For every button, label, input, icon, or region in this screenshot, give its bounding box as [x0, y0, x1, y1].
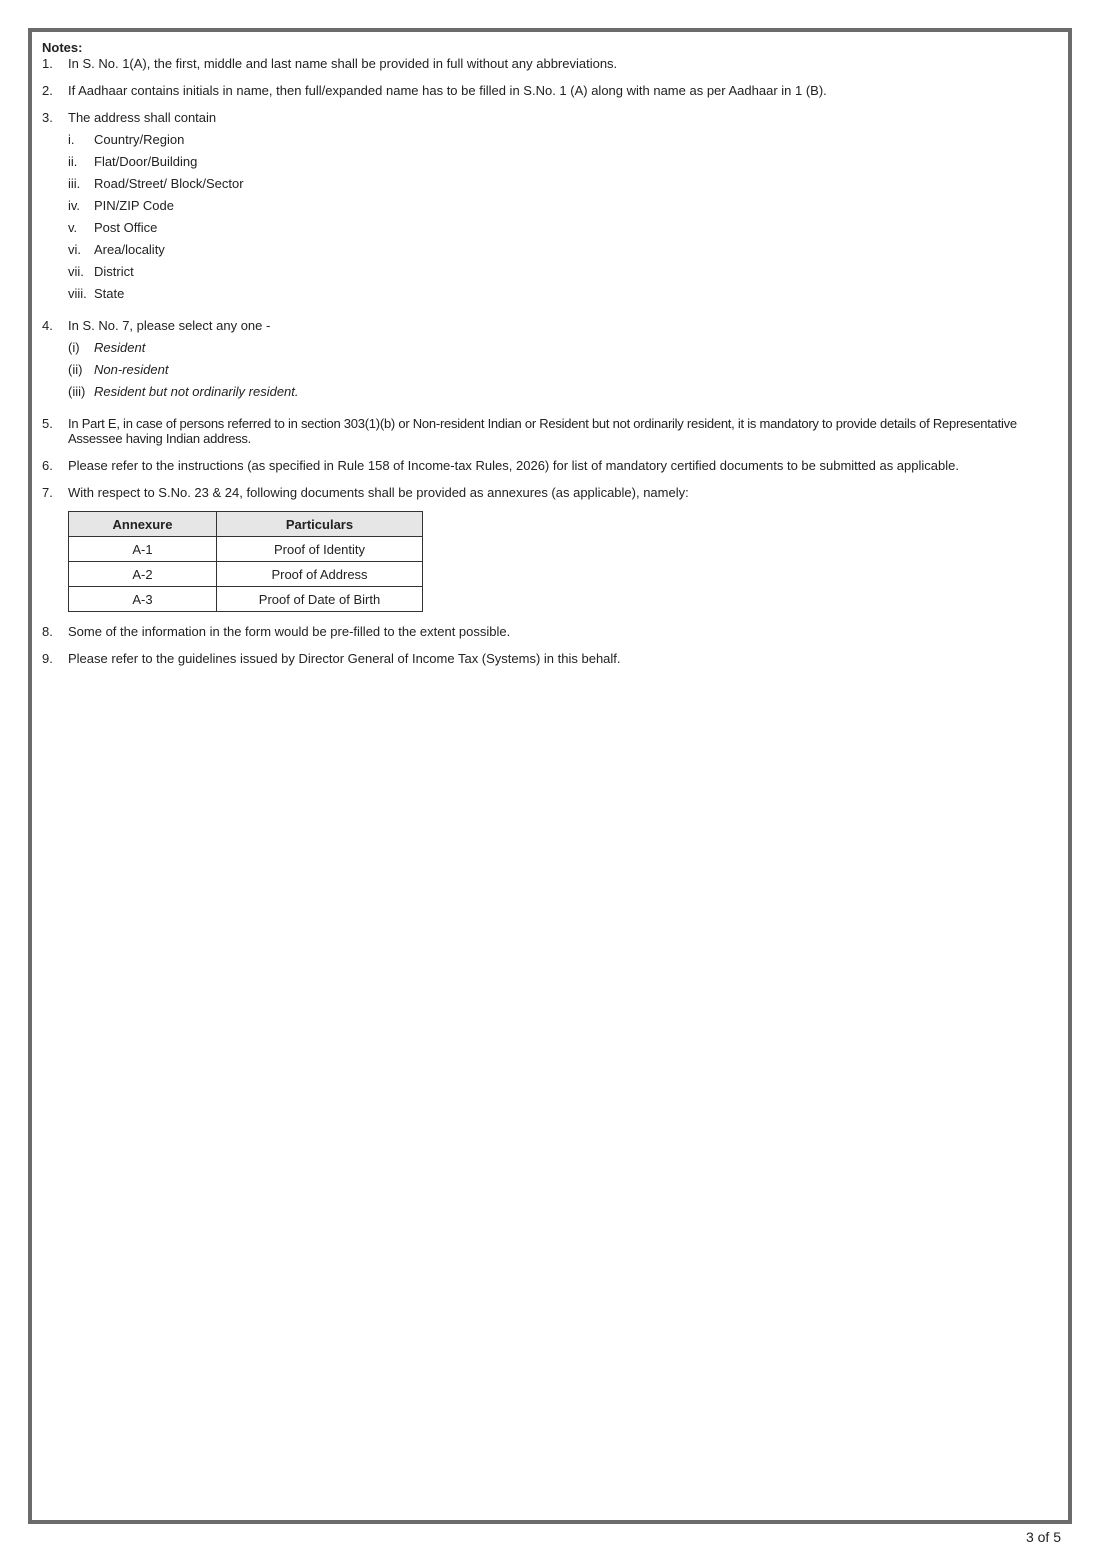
table-row — [69, 587, 423, 612]
sub-text: Flat/Door/Building — [94, 154, 198, 169]
page-number: 3 of 5 — [1025, 1529, 1061, 1545]
note-text: Some of the information in the form would be pre-filled to the extent possible. — [68, 624, 511, 639]
sub-text: District — [94, 264, 134, 279]
sub-number: i. — [68, 132, 75, 147]
sub-number: ii. — [68, 154, 78, 169]
table-row — [69, 537, 423, 562]
residency-option-non-resident — [68, 362, 1058, 377]
sub-number: (iii) — [68, 384, 86, 399]
page-frame — [28, 28, 1072, 1524]
address-item-post-office — [68, 220, 1058, 235]
sub-number: (i) — [68, 340, 80, 355]
note-text: If Aadhaar contains initials in name, then full/expanded name has to be filled in S.No. 1 (A) along with name as per Aadhaar in 1 (B). — [68, 83, 827, 98]
sub-text: Resident — [94, 340, 146, 355]
note-text: With respect to S.No. 23 & 24, following documents shall be provided as annexures (as applicable), namely: — [68, 485, 689, 500]
note-text: In Part E, in case of persons referred to in section 303(1)(b) or Non-resident Indian or Resident but not ordinarily resident, it is mandatory to provide details of Representative Assessee having Indian address. — [68, 416, 1017, 446]
sub-number: iii. — [68, 176, 81, 191]
particulars-cell: Proof of Identity — [217, 537, 423, 562]
note-text: Please refer to the instructions (as specified in Rule 158 of Income-tax Rules, 2026) for list of mandatory certified documents to be submitted as applicable. — [68, 458, 959, 473]
note-number: 2. — [42, 83, 53, 98]
note-number: 1. — [42, 56, 53, 71]
note-number: 8. — [42, 624, 53, 639]
sub-text: Area/locality — [94, 242, 165, 257]
note-3 — [42, 110, 1058, 125]
note-text: The address shall contain — [68, 110, 217, 125]
sub-text: Post Office — [94, 220, 158, 235]
table-row — [69, 562, 423, 587]
column-header-particulars: Particulars — [217, 512, 423, 537]
address-item-pin — [68, 198, 1058, 213]
particulars-cell: Proof of Date of Birth — [217, 587, 423, 612]
note-8 — [42, 624, 1058, 639]
address-item-road — [68, 176, 1058, 191]
sub-number: viii. — [68, 286, 87, 301]
note-1 — [42, 56, 1058, 71]
address-item-country — [68, 132, 1058, 147]
address-item-area — [68, 242, 1058, 257]
sub-number: vi. — [68, 242, 81, 257]
note-number: 5. — [42, 416, 53, 431]
sub-text: Non-resident — [94, 362, 169, 377]
address-item-district — [68, 264, 1058, 279]
note-text: In S. No. 1(A), the first, middle and last name shall be provided in full without any abbreviations. — [68, 56, 618, 71]
sub-text: Road/Street/ Block/Sector — [94, 176, 244, 191]
note-number: 7. — [42, 485, 53, 500]
residency-option-resident — [68, 340, 1058, 355]
annexure-cell: A-3 — [69, 587, 217, 612]
note-4 — [42, 318, 1058, 333]
address-item-state — [68, 286, 1058, 301]
table-header-row — [69, 512, 423, 537]
sub-number: (ii) — [68, 362, 83, 377]
column-header-annexure: Annexure — [69, 512, 217, 537]
particulars-cell: Proof of Address — [217, 562, 423, 587]
note-number: 6. — [42, 458, 53, 473]
sub-text: State — [94, 286, 125, 301]
annexure-cell: A-2 — [69, 562, 217, 587]
sub-number: iv. — [68, 198, 81, 213]
sub-text: Resident but not ordinarily resident. — [94, 384, 299, 399]
note-number: 4. — [42, 318, 53, 333]
note-text: Please refer to the guidelines issued by Director General of Income Tax (Systems) in this behalf. — [68, 651, 621, 666]
annexure-cell: A-1 — [69, 537, 217, 562]
sub-number: vii. — [68, 264, 84, 279]
note-number: 3. — [42, 110, 53, 125]
note-7 — [42, 485, 1058, 500]
residency-option-rnor — [68, 384, 1058, 399]
note-5 — [42, 416, 1058, 446]
annexure-table — [68, 511, 423, 612]
notes-title: Notes: — [42, 40, 83, 55]
sub-text: Country/Region — [94, 132, 185, 147]
note-9 — [42, 651, 1058, 666]
note-2 — [42, 83, 1058, 98]
notes-section — [42, 41, 1058, 666]
address-item-flat — [68, 154, 1058, 169]
note-6 — [42, 458, 1058, 473]
sub-number: v. — [68, 220, 78, 235]
note-number: 9. — [42, 651, 53, 666]
sub-text: PIN/ZIP Code — [94, 198, 174, 213]
note-text: In S. No. 7, please select any one - — [68, 318, 271, 333]
